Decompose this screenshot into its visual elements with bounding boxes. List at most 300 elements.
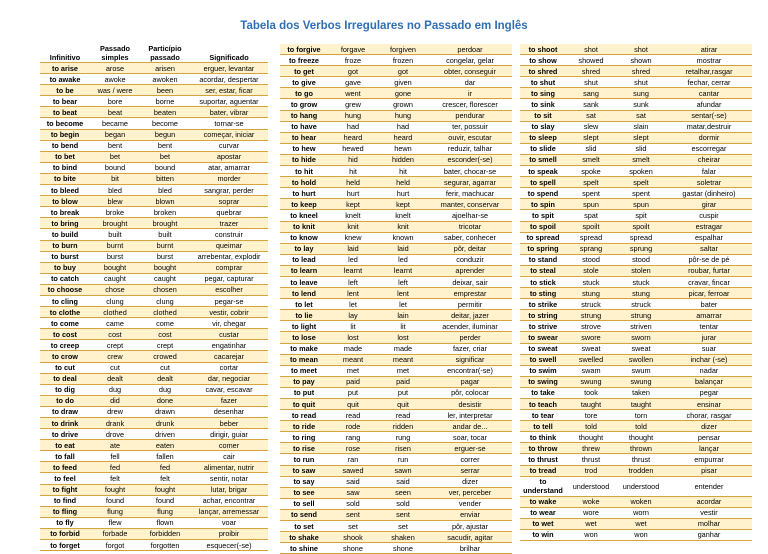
- table-row: [40, 373, 268, 384]
- meaning-cell: suportar, aguentar: [190, 96, 268, 107]
- table-row: [280, 532, 512, 543]
- simple-past-cell: forgave: [328, 44, 378, 55]
- infinitive-cell: to spell: [520, 177, 566, 188]
- simple-past-cell: sweat: [566, 343, 616, 354]
- past-participle-cell: torn: [616, 410, 666, 421]
- past-participle-cell: met: [378, 365, 428, 376]
- infinitive-cell: to feed: [40, 462, 90, 473]
- simple-past-cell: had: [328, 121, 378, 132]
- simple-past-cell: caught: [90, 273, 140, 284]
- past-participle-cell: spread: [616, 232, 666, 243]
- meaning-cell: significar: [428, 354, 512, 365]
- meaning-cell: pôr, deitar: [428, 243, 512, 254]
- infinitive-cell: to run: [280, 454, 328, 465]
- infinitive-cell: to sit: [520, 110, 566, 121]
- infinitive-cell: to stick: [520, 276, 566, 287]
- meaning-cell: ajoelhar-se: [428, 210, 512, 221]
- infinitive-cell: to hold: [280, 177, 328, 188]
- table-row: [520, 299, 752, 310]
- meaning-cell: pôr-se de pé: [666, 254, 752, 265]
- table-row: [40, 129, 268, 140]
- infinitive-cell: to let: [280, 299, 328, 310]
- past-participle-cell: cost: [140, 329, 190, 340]
- simple-past-cell: spelt: [566, 177, 616, 188]
- table-row: [40, 107, 268, 118]
- meaning-cell: vestir: [666, 507, 752, 518]
- infinitive-cell: to lead: [280, 254, 328, 265]
- infinitive-cell: to see: [280, 487, 328, 498]
- past-participle-cell: knit: [378, 221, 428, 232]
- infinitive-cell: to come: [40, 318, 90, 329]
- infinitive-cell: to creep: [40, 340, 90, 351]
- past-participle-cell: thought: [616, 432, 666, 443]
- infinitive-cell: to swim: [520, 365, 566, 376]
- table-row: [40, 395, 268, 406]
- meaning-cell: ser, estar, ficar: [190, 85, 268, 96]
- infinitive-cell: to swear: [520, 332, 566, 343]
- simple-past-cell: set: [328, 521, 378, 532]
- past-participle-cell: run: [378, 454, 428, 465]
- simple-past-cell: found: [90, 495, 140, 506]
- simple-past-cell: began: [90, 129, 140, 140]
- meaning-cell: esquecer(-se): [190, 540, 268, 551]
- meaning-cell: bater, vibrar: [190, 107, 268, 118]
- past-participle-cell: spelt: [616, 177, 666, 188]
- infinitive-cell: to tell: [520, 421, 566, 432]
- past-participle-cell: dug: [140, 384, 190, 395]
- simple-past-cell: forbade: [90, 528, 140, 539]
- simple-past-cell: hewed: [328, 143, 378, 154]
- past-participle-cell: forbidden: [140, 528, 190, 539]
- meaning-cell: permitir: [428, 299, 512, 310]
- simple-past-cell: shone: [328, 543, 378, 554]
- simple-past-cell: built: [90, 229, 140, 240]
- infinitive-cell: to sting: [520, 288, 566, 299]
- simple-past-cell: fed: [90, 462, 140, 473]
- infinitive-cell: to take: [520, 387, 566, 398]
- past-participle-cell: shot: [616, 44, 666, 55]
- meaning-cell: deixar, sair: [428, 276, 512, 287]
- meaning-cell: cuspir: [666, 210, 752, 221]
- simple-past-cell: bit: [90, 173, 140, 184]
- table-row: [280, 321, 512, 332]
- meaning-cell: conduzir: [428, 254, 512, 265]
- past-participle-cell: swollen: [616, 354, 666, 365]
- simple-past-cell: froze: [328, 55, 378, 66]
- meaning-cell: enviar: [428, 509, 512, 520]
- table-row: [520, 399, 752, 410]
- past-participle-cell: let: [378, 299, 428, 310]
- past-participle-cell: thrust: [616, 454, 666, 465]
- past-participle-cell: clung: [140, 295, 190, 306]
- table-row: [280, 432, 512, 443]
- simple-past-cell: slid: [566, 143, 616, 154]
- infinitive-cell: to bend: [40, 140, 90, 151]
- table-row: [280, 498, 512, 509]
- infinitive-cell: to lay: [280, 243, 328, 254]
- infinitive-cell: to understand: [520, 476, 566, 496]
- meaning-cell: pendurar: [428, 110, 512, 121]
- verbs-table-1: [40, 42, 268, 551]
- simple-past-cell: felt: [90, 473, 140, 484]
- page-title: Tabela dos Verbos Irregulares no Passado em Inglês: [240, 20, 528, 32]
- infinitive-cell: to find: [40, 495, 90, 506]
- table-row: [520, 243, 752, 254]
- meaning-cell: ganhar: [666, 529, 752, 540]
- infinitive-cell: to forgive: [280, 44, 328, 55]
- table-row: [280, 443, 512, 454]
- past-participle-cell: brought: [140, 218, 190, 229]
- simple-past-cell: clung: [90, 295, 140, 306]
- header-participio-passado: Particípio passado: [140, 42, 190, 63]
- meaning-cell: espalhar: [666, 232, 752, 243]
- past-participle-cell: hidden: [378, 154, 428, 165]
- simple-past-cell: held: [328, 177, 378, 188]
- simple-past-cell: put: [328, 387, 378, 398]
- simple-past-cell: hung: [328, 110, 378, 121]
- meaning-cell: bater: [666, 299, 752, 310]
- table-row: [40, 517, 268, 528]
- past-participle-cell: hewn: [378, 143, 428, 154]
- table-row: [520, 421, 752, 432]
- table-row: [40, 451, 268, 462]
- simple-past-cell: rode: [328, 421, 378, 432]
- meaning-cell: começar, iniciar: [190, 129, 268, 140]
- simple-past-cell: got: [328, 66, 378, 77]
- table-row: [40, 162, 268, 173]
- table-row: [520, 354, 752, 365]
- table-row: [40, 329, 268, 340]
- table-row: [280, 543, 512, 554]
- meaning-cell: dar: [428, 77, 512, 88]
- table-row: [520, 55, 752, 66]
- past-participle-cell: known: [378, 232, 428, 243]
- past-participle-cell: sat: [616, 110, 666, 121]
- simple-past-cell: rose: [328, 443, 378, 454]
- table-row: [40, 229, 268, 240]
- table-row: [520, 254, 752, 265]
- meaning-cell: curvar: [190, 140, 268, 151]
- meaning-cell: pisar: [666, 465, 752, 476]
- past-participle-cell: drunk: [140, 418, 190, 429]
- meaning-cell: empurrar: [666, 454, 752, 465]
- infinitive-cell: to slay: [520, 121, 566, 132]
- simple-past-cell: sold: [328, 498, 378, 509]
- simple-past-cell: wore: [566, 507, 616, 518]
- simple-past-cell: lost: [328, 332, 378, 343]
- simple-past-cell: knew: [328, 232, 378, 243]
- infinitive-cell: to rise: [280, 443, 328, 454]
- past-participle-cell: thrown: [616, 443, 666, 454]
- meaning-cell: cacarejar: [190, 351, 268, 362]
- infinitive-cell: to catch: [40, 273, 90, 284]
- meaning-cell: engatinhar: [190, 340, 268, 351]
- table-row: [520, 265, 752, 276]
- table-row: [520, 121, 752, 132]
- infinitive-cell: to light: [280, 321, 328, 332]
- simple-past-cell: kept: [328, 199, 378, 210]
- infinitive-cell: to smell: [520, 154, 566, 165]
- past-participle-cell: eaten: [140, 440, 190, 451]
- simple-past-cell: flew: [90, 517, 140, 528]
- simple-past-cell: taught: [566, 399, 616, 410]
- past-participle-cell: understood: [616, 476, 666, 496]
- infinitive-cell: to burst: [40, 251, 90, 262]
- simple-past-cell: strung: [566, 310, 616, 321]
- simple-past-cell: told: [566, 421, 616, 432]
- simple-past-cell: drove: [90, 429, 140, 440]
- meaning-cell: picar, ferroar: [666, 288, 752, 299]
- past-participle-cell: risen: [378, 443, 428, 454]
- past-participle-cell: lent: [378, 288, 428, 299]
- simple-past-cell: gave: [328, 77, 378, 88]
- infinitive-cell: to dig: [40, 384, 90, 395]
- past-participle-cell: ridden: [378, 421, 428, 432]
- meaning-cell: tricotar: [428, 221, 512, 232]
- infinitive-cell: to slide: [520, 143, 566, 154]
- table-row: [520, 177, 752, 188]
- infinitive-cell: to ride: [280, 421, 328, 432]
- simple-past-cell: brought: [90, 218, 140, 229]
- past-participle-cell: chosen: [140, 284, 190, 295]
- table-row: [520, 343, 752, 354]
- infinitive-cell: to swing: [520, 376, 566, 387]
- past-participle-cell: woken: [616, 496, 666, 507]
- meaning-cell: escolher: [190, 284, 268, 295]
- simple-past-cell: arose: [90, 63, 140, 74]
- past-participle-cell: crept: [140, 340, 190, 351]
- simple-past-cell: dealt: [90, 373, 140, 384]
- meaning-cell: dizer: [666, 421, 752, 432]
- meaning-cell: sangrar, perder: [190, 185, 268, 196]
- infinitive-cell: to sell: [280, 498, 328, 509]
- meaning-cell: acordar: [666, 496, 752, 507]
- simple-past-cell: slept: [566, 132, 616, 143]
- past-participle-cell: lain: [378, 310, 428, 321]
- infinitive-cell: to bite: [40, 173, 90, 184]
- meaning-cell: vender: [428, 498, 512, 509]
- past-participle-cell: frozen: [378, 55, 428, 66]
- past-participle-cell: made: [378, 343, 428, 354]
- meaning-cell: quebrar: [190, 207, 268, 218]
- simple-past-cell: bore: [90, 96, 140, 107]
- infinitive-cell: to begin: [40, 129, 90, 140]
- meaning-cell: apostar: [190, 151, 268, 162]
- infinitive-cell: to clothe: [40, 307, 90, 318]
- past-participle-cell: got: [378, 66, 428, 77]
- infinitive-cell: to meet: [280, 365, 328, 376]
- past-participle-cell: clothed: [140, 307, 190, 318]
- meaning-cell: nadar: [666, 365, 752, 376]
- simple-past-cell: came: [90, 318, 140, 329]
- infinitive-cell: to spring: [520, 243, 566, 254]
- infinitive-cell: to sink: [520, 99, 566, 110]
- past-participle-cell: slid: [616, 143, 666, 154]
- table-row: [280, 44, 512, 55]
- meaning-cell: inchar (-se): [666, 354, 752, 365]
- meaning-cell: soar, tocar: [428, 432, 512, 443]
- simple-past-cell: ran: [328, 454, 378, 465]
- simple-past-cell: trod: [566, 465, 616, 476]
- table-row: [520, 529, 752, 540]
- simple-past-cell: was / were: [90, 85, 140, 96]
- table-row: [40, 462, 268, 473]
- meaning-cell: alimentar, nutrir: [190, 462, 268, 473]
- meaning-cell: cheirar: [666, 154, 752, 165]
- table-row: [280, 77, 512, 88]
- simple-past-cell: clothed: [90, 307, 140, 318]
- table-row: [280, 265, 512, 276]
- table-row: [280, 254, 512, 265]
- meaning-cell: comer: [190, 440, 268, 451]
- simple-past-cell: burnt: [90, 240, 140, 251]
- simple-past-cell: awoke: [90, 74, 140, 85]
- meaning-cell: pôr, ajustar: [428, 521, 512, 532]
- table-row: [280, 521, 512, 532]
- table-row: [280, 387, 512, 398]
- table-row: [520, 507, 752, 518]
- table-row: [280, 332, 512, 343]
- simple-past-cell: spun: [566, 199, 616, 210]
- simple-past-cell: bent: [90, 140, 140, 151]
- past-participle-cell: felt: [140, 473, 190, 484]
- past-participle-cell: taught: [616, 399, 666, 410]
- past-participle-cell: wet: [616, 518, 666, 529]
- table-row: [40, 196, 268, 207]
- infinitive-cell: to tear: [520, 410, 566, 421]
- past-participle-cell: sworn: [616, 332, 666, 343]
- table-row: [280, 354, 512, 365]
- infinitive-cell: to hurt: [280, 188, 328, 199]
- infinitive-cell: to bind: [40, 162, 90, 173]
- infinitive-cell: to beat: [40, 107, 90, 118]
- meaning-cell: lançar: [666, 443, 752, 454]
- simple-past-cell: spoilt: [566, 221, 616, 232]
- past-participle-cell: stolen: [616, 265, 666, 276]
- infinitive-cell: to bleed: [40, 185, 90, 196]
- infinitive-cell: to deal: [40, 373, 90, 384]
- meaning-cell: perder: [428, 332, 512, 343]
- table-row: [520, 110, 752, 121]
- table-row: [280, 410, 512, 421]
- infinitive-cell: to spin: [520, 199, 566, 210]
- simple-past-cell: tore: [566, 410, 616, 421]
- infinitive-cell: to cut: [40, 362, 90, 373]
- past-participle-cell: dealt: [140, 373, 190, 384]
- infinitive-cell: to draw: [40, 406, 90, 417]
- meaning-cell: erguer, levantar: [190, 63, 268, 74]
- meaning-cell: sentar(-se): [666, 110, 752, 121]
- table-row: [280, 465, 512, 476]
- simple-past-cell: cost: [90, 329, 140, 340]
- past-participle-cell: spit: [616, 210, 666, 221]
- simple-past-cell: sank: [566, 99, 616, 110]
- past-participle-cell: quit: [378, 399, 428, 410]
- table-row: [280, 66, 512, 77]
- infinitive-cell: to grow: [280, 99, 328, 110]
- past-participle-cell: done: [140, 395, 190, 406]
- infinitive-cell: to build: [40, 229, 90, 240]
- table-row: [40, 63, 268, 74]
- table-row: [280, 310, 512, 321]
- meaning-cell: cavar, escavar: [190, 384, 268, 395]
- infinitive-cell: to burn: [40, 240, 90, 251]
- table-row: [40, 74, 268, 85]
- simple-past-cell: broke: [90, 207, 140, 218]
- meaning-cell: saber, conhecer: [428, 232, 512, 243]
- past-participle-cell: broken: [140, 207, 190, 218]
- simple-past-cell: stuck: [566, 276, 616, 287]
- table-row: [280, 88, 512, 99]
- simple-past-cell: swore: [566, 332, 616, 343]
- simple-past-cell: struck: [566, 299, 616, 310]
- infinitive-cell: to choose: [40, 284, 90, 295]
- past-participle-cell: gone: [378, 88, 428, 99]
- table-row: [280, 232, 512, 243]
- infinitive-cell: to spread: [520, 232, 566, 243]
- meaning-cell: emprestar: [428, 288, 512, 299]
- infinitive-cell: to hide: [280, 154, 328, 165]
- simple-past-cell: spread: [566, 232, 616, 243]
- table-row: [520, 99, 752, 110]
- meaning-cell: soletrar: [666, 177, 752, 188]
- meaning-cell: trazer: [190, 218, 268, 229]
- meaning-cell: atirar: [666, 44, 752, 55]
- table-row: [40, 207, 268, 218]
- table-row: [520, 321, 752, 332]
- past-participle-cell: learnt: [378, 265, 428, 276]
- table-row: [520, 154, 752, 165]
- table-row: [520, 454, 752, 465]
- infinitive-cell: to pay: [280, 376, 328, 387]
- meaning-cell: comprar: [190, 262, 268, 273]
- table-row: [520, 332, 752, 343]
- past-participle-cell: worn: [616, 507, 666, 518]
- infinitive-cell: to do: [40, 395, 90, 406]
- simple-past-cell: became: [90, 118, 140, 129]
- infinitive-cell: to cling: [40, 295, 90, 306]
- past-participle-cell: spoilt: [616, 221, 666, 232]
- meaning-cell: ler, interpretar: [428, 410, 512, 421]
- infinitive-cell: to quit: [280, 399, 328, 410]
- past-participle-cell: borne: [140, 96, 190, 107]
- infinitive-cell: to mean: [280, 354, 328, 365]
- past-participle-cell: hung: [378, 110, 428, 121]
- table-row: [40, 118, 268, 129]
- past-participle-cell: led: [378, 254, 428, 265]
- meaning-cell: morder: [190, 173, 268, 184]
- table-row: [280, 243, 512, 254]
- past-participle-cell: strung: [616, 310, 666, 321]
- meaning-cell: brilhar: [428, 543, 512, 554]
- past-participle-cell: sung: [616, 88, 666, 99]
- past-participle-cell: fought: [140, 484, 190, 495]
- meaning-cell: ensinar: [666, 399, 752, 410]
- infinitive-cell: to become: [40, 118, 90, 129]
- table-row: [40, 185, 268, 196]
- table-row: [280, 343, 512, 354]
- table-row: [520, 143, 752, 154]
- infinitive-cell: to get: [280, 66, 328, 77]
- meaning-cell: sacudir, agitar: [428, 532, 512, 543]
- simple-past-cell: sat: [566, 110, 616, 121]
- past-participle-cell: built: [140, 229, 190, 240]
- simple-past-cell: shut: [566, 77, 616, 88]
- table-row: [280, 421, 512, 432]
- infinitive-cell: to drink: [40, 418, 90, 429]
- infinitive-cell: to saw: [280, 465, 328, 476]
- past-participle-cell: taken: [616, 387, 666, 398]
